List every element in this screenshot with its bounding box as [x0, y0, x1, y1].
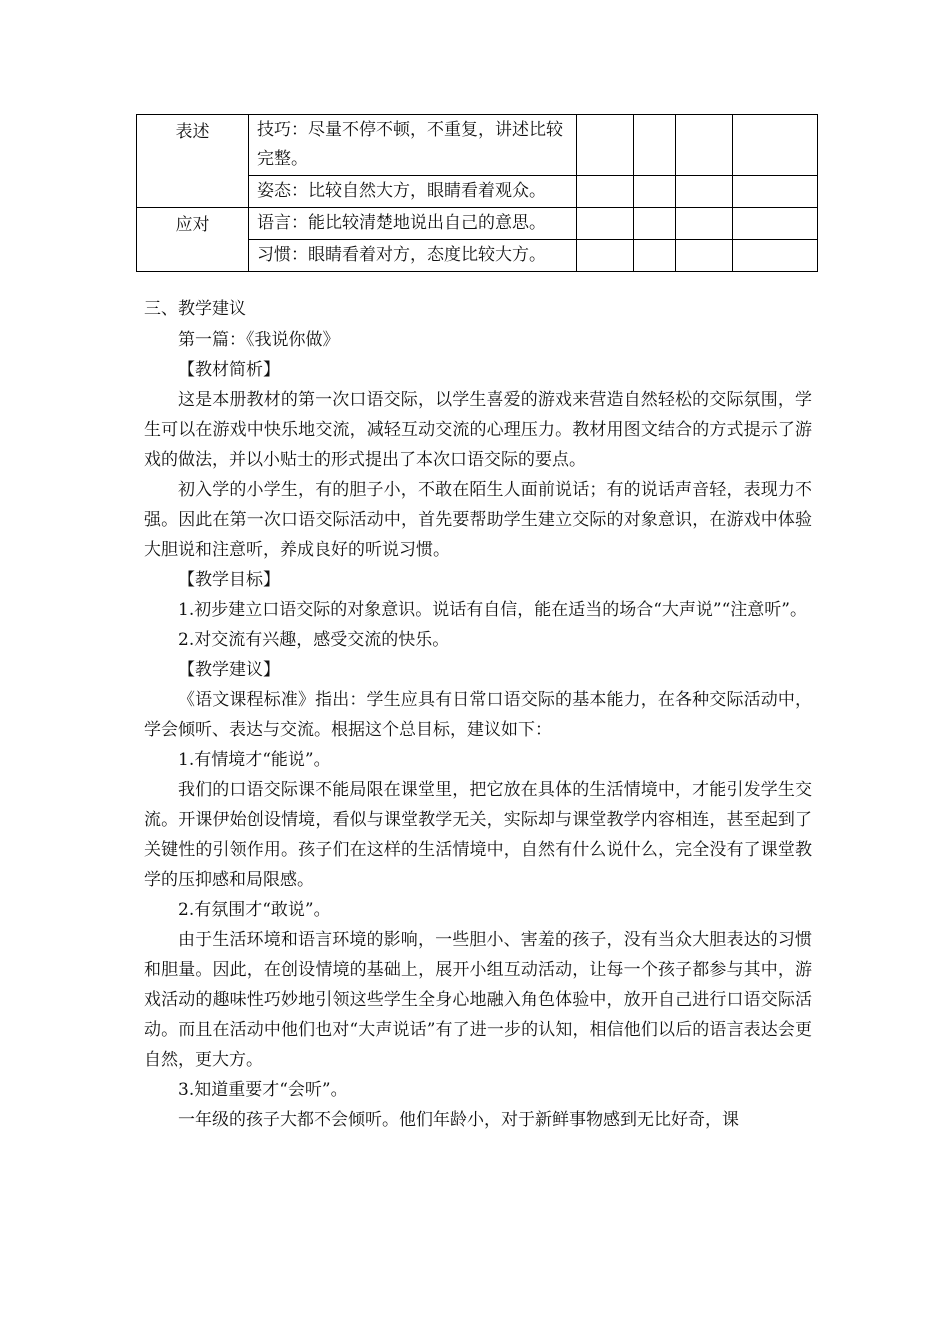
score-cell — [676, 208, 733, 240]
lesson-title: 第一篇：《我说你做》 — [178, 330, 340, 350]
table-row — [137, 208, 818, 240]
point-title: 3.知道重要才“会听”。 — [178, 1080, 348, 1100]
score-cell — [676, 176, 733, 208]
table-row — [137, 115, 818, 176]
category-cell: 应对 — [137, 208, 249, 272]
score-cell — [634, 240, 676, 272]
score-cell — [634, 208, 676, 240]
section-title: 三、教学建议 — [144, 299, 246, 319]
goal-item: 1.初步建立口语交际的对象意识。说话有自信，能在适当的场合“大声说”“注意听”。 — [178, 600, 807, 620]
paragraph: 初入学的小学生，有的胆子小，不敢在陌生人面前说话；有的说话声音轻，表现力不强。因此在第一次口语交际活动中，首先要帮助学生建立交际的对象意识，在游戏中体验大胆说和注意听，养成良好的听说习惯。 — [144, 480, 812, 560]
score-cell — [676, 240, 733, 272]
paragraph: 这是本册教材的第一次口语交际，以学生喜爱的游戏来营造自然轻松的交际氛围，学生可以在游戏中快乐地交流，减轻互动交流的心理压力。教材用图文结合的方式提示了游戏的做法，并以小贴士的形式提出了本次口语交际的要点。 — [144, 390, 812, 470]
paragraph: 由于生活环境和语言环境的影响，一些胆小、害羞的孩子，没有当众大胆表达的习惯和胆量。因此，在创设情境的基础上，展开小组互动活动，让每一个孩子都参与其中，游戏活动的趣味性巧妙地引领这些学生全身心地融入角色体验中，放开自己进行口语交际活动。而且在活动中他们也对“大声说话”有了进一步的认知，相信他们以后的语言表达会更自然，更大方。 — [144, 930, 812, 1070]
point-title: 1.有情境才“能说”。 — [178, 750, 331, 770]
criterion-cell: 姿态：比较自然大方，眼睛看着观众。 — [249, 176, 577, 208]
paragraph: 《语文课程标准》指出：学生应具有日常口语交际的基本能力，在各种交际活动中，学会倾听、表达与交流。根据这个总目标，建议如下： — [144, 690, 812, 740]
score-cell — [577, 240, 634, 272]
document-body — [144, 294, 812, 1135]
criterion-cell: 语言：能比较清楚地说出自己的意思。 — [249, 208, 577, 240]
goals-heading: 【教学目标】 — [178, 570, 280, 590]
paragraph: 一年级的孩子大都不会倾听。他们年龄小，对于新鲜事物感到无比好奇，课 — [178, 1110, 739, 1130]
score-cell — [733, 176, 818, 208]
score-cell — [733, 208, 818, 240]
point-title: 2.有氛围才“敢说”。 — [178, 900, 331, 920]
score-cell — [577, 115, 634, 176]
score-cell — [577, 208, 634, 240]
score-cell — [733, 115, 818, 176]
criterion-cell: 习惯：眼睛看着对方，态度比较大方。 — [249, 240, 577, 272]
suggest-heading: 【教学建议】 — [178, 660, 280, 680]
goal-item: 2.对交流有兴趣，感受交流的快乐。 — [178, 630, 450, 650]
criterion-cell: 技巧：尽量不停不顿，不重复，讲述比较完整。 — [249, 115, 577, 176]
category-cell: 表述 — [137, 115, 249, 208]
score-cell — [676, 115, 733, 176]
paragraph: 我们的口语交际课不能局限在课堂里，把它放在具体的生活情境中，才能引发学生交流。开课伊始创设情境，看似与课堂教学无关，实际却与课堂教学内容相连，甚至起到了关键性的引领作用。孩子们在这样的生活情境中，自然有什么说什么，完全没有了课堂教学的压抑感和局限感。 — [144, 780, 812, 890]
evaluation-table — [136, 114, 818, 272]
score-cell — [634, 176, 676, 208]
score-cell — [634, 115, 676, 176]
score-cell — [577, 176, 634, 208]
score-cell — [733, 240, 818, 272]
analysis-heading: 【教材简析】 — [178, 360, 280, 380]
